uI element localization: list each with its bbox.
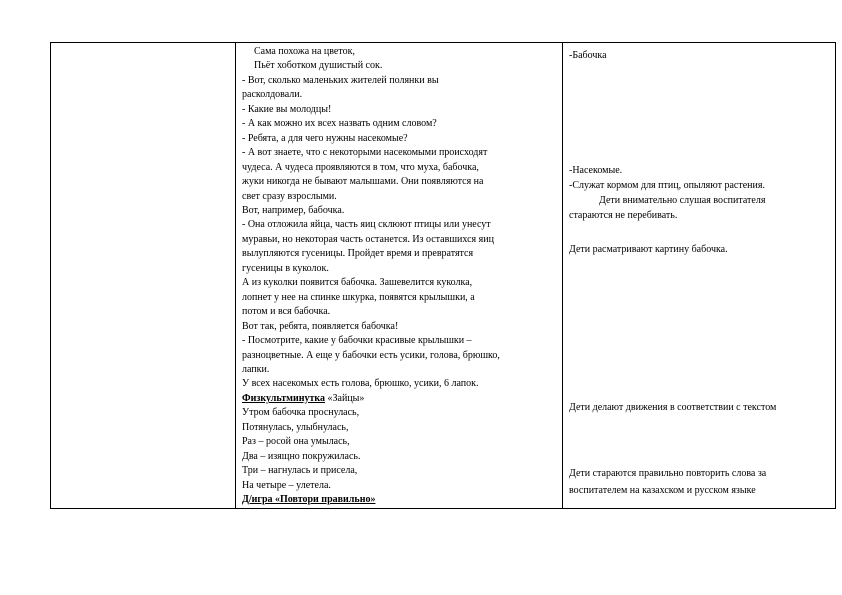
text-line: гусеницы в куколок. [242, 262, 329, 274]
text-line: чудеса. А чудеса проявляются в том, что муха, бабочка, [242, 161, 479, 173]
answer-insects: -Насекомые. [569, 165, 623, 176]
note-listen-1: Дети внимательно слушая воспитателя [599, 195, 766, 206]
text-line: - А как можно их всех назвать одним словом? [242, 118, 437, 130]
answer-butterfly: -Бабочка [569, 50, 607, 61]
text-line: расколдовали. [242, 89, 303, 101]
poem-line: Пьёт хоботком душистый сок. [254, 60, 383, 72]
text-line: жуки никогда не бывают малышами. Они появляются на [242, 176, 484, 188]
note-movements: Дети делают движения в соответствии с текстом [569, 402, 777, 413]
poem-line: Утром бабочка проснулась, [242, 407, 360, 419]
text-line: муравьи, но некоторая часть останется. Из оставшихся яиц [242, 233, 494, 245]
text-line: вылупляются гусеницы. Пройдет время и превратятся [242, 248, 474, 260]
stage-cell [51, 43, 236, 509]
text-line: свет сразу взрослыми. [242, 190, 337, 202]
text-line: - А вот знаете, что с некоторыми насекомыми происходят [242, 147, 488, 159]
fizminutka-heading [242, 392, 558, 406]
fizminutka-title: «Зайцы» [325, 392, 365, 404]
text-line: - Ребята, а для чего нужны насекомые? [242, 132, 408, 144]
text-line: - Посмотрите, какие у бабочки красивые крылышки – [242, 335, 472, 347]
text-line: У всех насекомых есть голова, брюшко, усики, 6 лапок. [242, 378, 479, 390]
text-line: лапки. [242, 363, 270, 375]
game-title: Д/игра «Повтори правильно» [242, 494, 376, 506]
poem-line: Потянулась, улыбнулась, [242, 421, 349, 433]
note-repeat-2: воспитателем на казахском и русском языке [569, 485, 756, 496]
text-line: лопнет у нее на спинке шкурка, появятся крылышки, а [242, 291, 475, 303]
children-activity-cell [563, 43, 836, 509]
text-line: Вот так, ребята, появляется бабочка! [242, 320, 399, 332]
note-listen-2: стараются не перебивать. [569, 210, 678, 221]
note-repeat-1: Дети стараются правильно повторить слова за [569, 468, 767, 479]
text-line: А из куколки появится бабочка. Зашевелится куколка, [242, 277, 473, 289]
poem-line: Сама похожа на цветок, [254, 46, 355, 57]
text-line: - Вот, сколько маленьких жителей полянки вы [242, 74, 439, 86]
answer-food: -Служат кормом для птиц, опыляют растения. [569, 180, 765, 191]
fizminutka-label: Физкультминутка [242, 392, 326, 404]
note-picture: Дети расматривают картину бабочка. [569, 244, 728, 255]
poem-line: Два – изящно покружилась. [242, 450, 361, 462]
poem-line: На четыре – улетела. [242, 479, 331, 491]
text-line: - Какие вы молодцы! [242, 103, 332, 115]
text-line: - Она отложила яйца, часть яиц склюют птицы или унесут [242, 219, 491, 231]
poem-line: Раз – росой она умылась, [242, 436, 350, 448]
text-line: потом и вся бабочка. [242, 306, 331, 318]
lesson-plan-table [50, 42, 836, 509]
teacher-activity-cell [236, 43, 563, 509]
table-row [51, 43, 836, 509]
text-line: Вот, например, бабочка. [242, 204, 345, 216]
poem-line: Три – нагнулась и присела, [242, 465, 358, 477]
text-line: разноцветные. А еще у бабочки есть усики, голова, брюшко, [242, 349, 500, 361]
